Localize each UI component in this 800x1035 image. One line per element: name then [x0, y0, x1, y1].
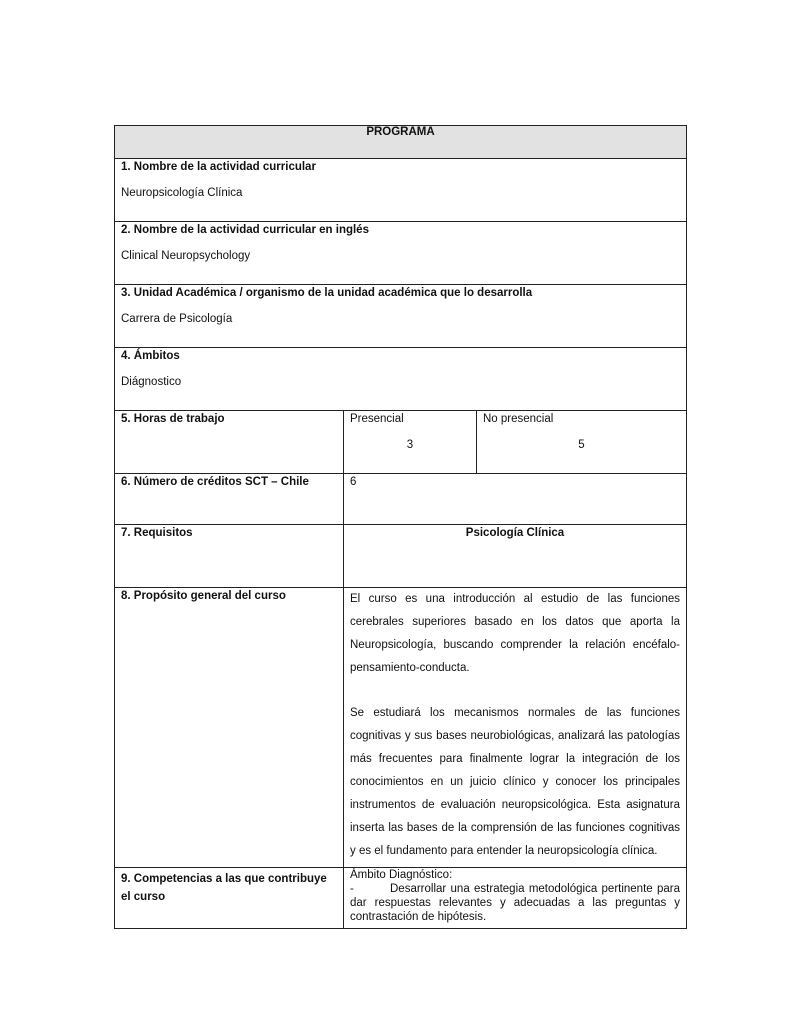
section-6-row	[115, 474, 687, 525]
presencial-value: 3	[406, 439, 414, 451]
section-1-value: Neuropsicología Clínica	[121, 187, 243, 199]
section-2-label: 2. Nombre de la actividad curricular en inglés	[121, 224, 369, 236]
no-presencial-label: No presencial	[483, 413, 554, 425]
section-1-row	[115, 159, 687, 222]
table-header-row	[115, 126, 687, 159]
section-4-label: 4. Ámbitos	[121, 350, 180, 362]
competency-item	[350, 882, 680, 924]
section-9-label: 9. Competencias a las que contribuye el curso	[121, 873, 327, 903]
dash-marker: -	[350, 883, 354, 895]
section-3-row	[115, 285, 687, 348]
section-3-value: Carrera de Psicología	[121, 313, 233, 325]
purpose-paragraph-1: El curso es una introducción al estudio de las funciones cerebrales superiores basado en los datos que aporta la Neuropsicología, buscando comprender la relación encéfalo-pensamiento-conducta.	[350, 593, 680, 674]
section-4-value: Diágnostico	[121, 376, 182, 388]
section-5-row	[115, 411, 687, 474]
section-4-row	[115, 348, 687, 411]
competency-item-text: Desarrollar una estrategia metodológica pertinente para dar respuestas relevantes y adecuadas a las preguntas y contrastación de hipótesis.	[350, 883, 680, 923]
section-6-label: 6. Número de créditos SCT – Chile	[121, 476, 309, 488]
section-2-value: Clinical Neuropsychology	[121, 250, 251, 262]
table-header: PROGRAMA	[115, 126, 687, 159]
section-2-row	[115, 222, 687, 285]
section-6-value: 6	[350, 476, 357, 488]
section-8-label: 8. Propósito general del curso	[121, 590, 286, 602]
section-8-row	[115, 588, 687, 868]
program-table	[114, 125, 687, 929]
section-3-label: 3. Unidad Académica / organismo de la unidad académica que lo desarrolla	[121, 287, 533, 299]
section-1-label: 1. Nombre de la actividad curricular	[121, 161, 316, 173]
section-7-row	[115, 525, 687, 588]
purpose-paragraph-2: Se estudiará los mecanismos normales de las funciones cognitivas y sus bases neurobiológicas, analizará las patologías más frecuentes para finalmente lograr la integración de los conocimientos en un juicio clínico y conocer los principales instrumentos de evaluación neuropsicológica. Esta asignatura inserta las bases de la comprensión de las funciones cognitivas y es el fundamento para entender la neuropsicología clínica.	[350, 707, 680, 857]
section-5-label: 5. Horas de trabajo	[121, 413, 225, 425]
section-9-row	[115, 868, 687, 929]
section-7-label: 7. Requisitos	[121, 527, 193, 539]
competencies-heading: Ámbito Diagnóstico:	[350, 869, 453, 881]
no-presencial-value: 5	[578, 439, 585, 451]
section-7-value: Psicología Clínica	[465, 527, 565, 539]
presencial-label: Presencial	[350, 413, 404, 425]
